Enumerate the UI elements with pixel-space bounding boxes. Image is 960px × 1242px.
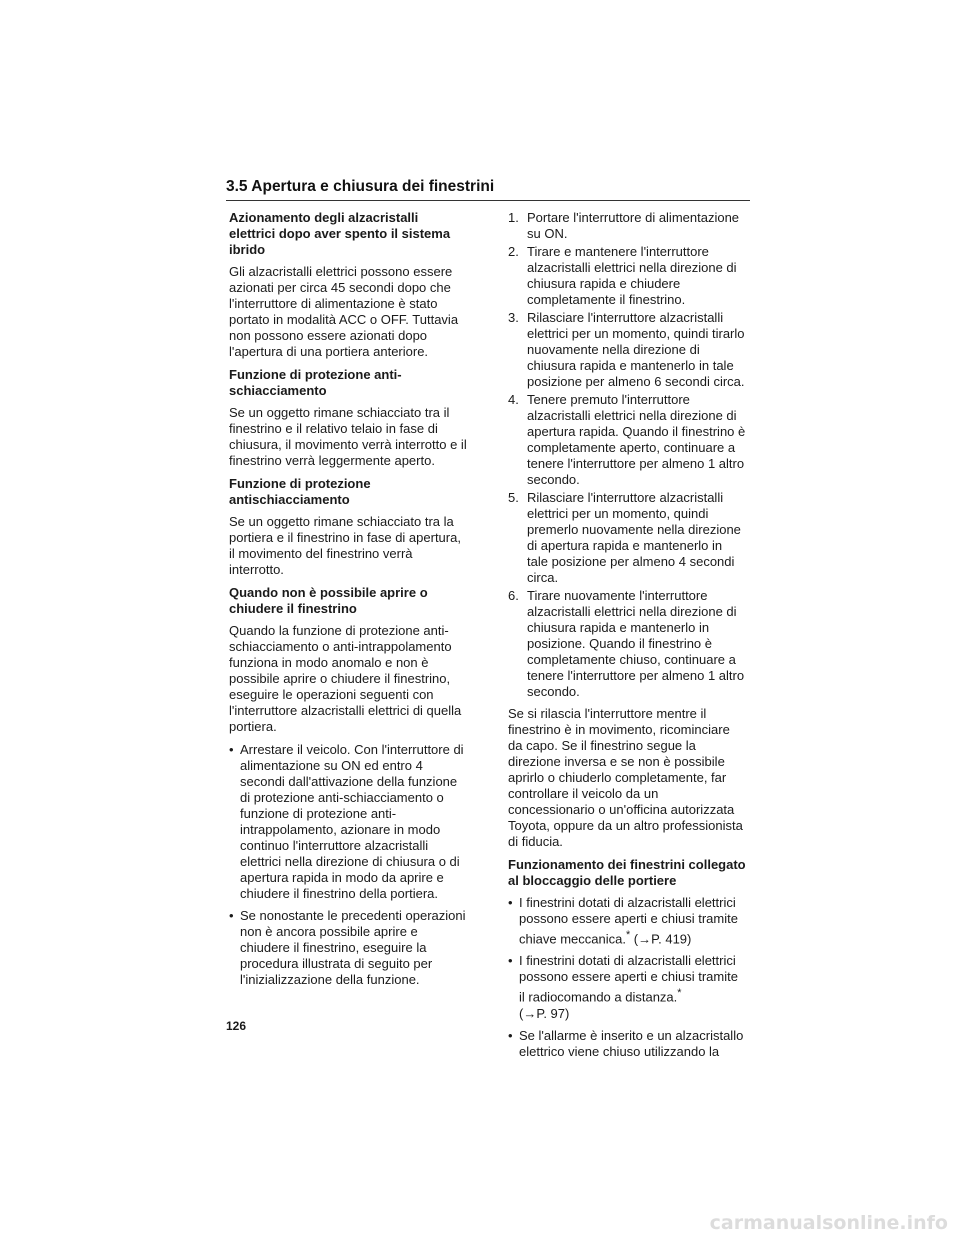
step-text: Tenere premuto l'interruttore alzacristalli elettrici nella direzione di apertura rapida. Quando il finestrino è completamente aperto, continuare a tenere l'interruttore per almeno 1 altro secondo.	[527, 392, 746, 487]
watermark: carmanualsonline.info	[709, 1212, 948, 1234]
heading-cannot-open-close: Quando non è possibile aprire o chiudere il finestrino	[229, 585, 428, 616]
step-number: 6.	[508, 588, 519, 603]
step-number: 1.	[508, 210, 519, 225]
paragraph-anti-trap: Se un oggetto rimane schiacciato tra la portiera e il finestrino in fase di apertura, il movimento del finestrino verrà interrotto.	[229, 514, 461, 577]
step-item	[508, 392, 746, 488]
section-title: 3.5 Apertura e chiusura dei finestrini	[226, 178, 750, 201]
list-item: • Se nonostante le precedenti operazioni non è ancora possibile aprire e chiudere il finestrino, eseguire la procedura illustrata di seguito per l'inizializzazione della funzione.	[229, 908, 467, 988]
step-item	[508, 490, 746, 586]
paragraph-cannot-open-close: Quando la funzione di protezione anti-schiacciamento o anti-intrappolamento funziona in modo anomalo e non è possibile aprire o chiudere il finestrino, eseguire le operazioni seguenti con l'interruttore alzacristalli elettrici di quella portiera.	[229, 623, 462, 734]
paragraph-power-window-after-off: Gli alzacristalli elettrici possono essere azionati per circa 45 secondi dopo che l'interruttore di alimentazione è stato portato in modalità ACC o OFF. Tuttavia non possono essere azionati dopo l'apertura di una portiera anteriore.	[229, 264, 459, 359]
step-item	[508, 210, 746, 242]
step-text: Tirare nuovamente l'interruttore alzacristalli elettrici nella direzione di chiusura rapida e mantenerlo in posizione. Quando il finestrino è completamente chiuso, continuare a tenere l'interruttore per almeno 1 altro secondo.	[527, 588, 745, 699]
step-number: 3.	[508, 310, 519, 325]
left-column	[229, 210, 467, 994]
step-text: Portare l'interruttore di alimentazione su ON.	[527, 210, 740, 241]
step-item	[508, 588, 746, 700]
initialization-steps	[508, 210, 746, 700]
list-item	[508, 953, 746, 1021]
right-column	[508, 210, 746, 1066]
step-number: 4.	[508, 392, 519, 407]
paragraph-restart-note: Se si rilascia l'interruttore mentre il finestrino è in movimento, ricominciare da capo. Se il finestrino segue la direzione inversa e se non è possibile aprirlo o chiuderlo completamente, far controllare il veicolo da un concessionario o un'officina autorizzata Toyota, oppure da un altro professionista di fiducia.	[508, 706, 743, 849]
paragraph-anti-pinch: Se un oggetto rimane schiacciato tra il finestrino e il relativo telaio in fase di chiusura, il movimento verrà interrotto e il finestrino verrà leggermente aperto.	[229, 405, 467, 468]
footnote-asterisk: *	[625, 929, 631, 941]
footnote-asterisk: *	[677, 987, 682, 1000]
bullet-list-recovery	[229, 742, 467, 988]
list-item: • Arrestare il veicolo. Con l'interruttore di alimentazione su ON ed entro 4 secondi dall'attivazione della funzione di protezione anti-schiacciamento o funzione di protezione anti-intrappolamento, azionare in modo continuo l'interruttore alzacristalli elettrici nella direzione di chiusura o di apertura rapida in modo da aprire e chiudere il finestrino della portiera.	[229, 742, 467, 902]
heading-door-lock-linked: Funzionamento dei finestrini collegato al bloccaggio delle portiere	[508, 857, 746, 888]
heading-anti-pinch: Funzione di protezione anti-schiacciamento	[229, 367, 402, 398]
bullet-text: I finestrini dotati di alzacristalli elettrici possono essere aperti e chiusi tramite il radiocomando a distanza.	[519, 953, 738, 1005]
step-text: Tirare e mantenere l'interruttore alzacristalli elettrici nella direzione di chiusura rapida e chiudere completamente il finestrino.	[527, 244, 737, 307]
step-text: Rilasciare l'interruttore alzacristalli elettrici per un momento, quindi tirarlo nuovamente nella direzione di chiusura rapida e mantenerlo in tale posizione per almeno 6 secondi circa.	[527, 310, 745, 389]
step-item	[508, 244, 746, 308]
page-reference-link[interactable]: (→P. 419)	[633, 931, 692, 947]
page-reference-link[interactable]: (→P. 97)	[519, 1005, 570, 1021]
list-item	[508, 895, 746, 947]
page-number: 126	[226, 1019, 247, 1033]
step-item	[508, 310, 746, 390]
bullet-list-door-lock	[508, 895, 746, 1060]
step-number: 2.	[508, 244, 519, 259]
heading-anti-trap: Funzione di protezione antischiacciamento	[229, 476, 371, 507]
bullet-text: I finestrini dotati di alzacristalli elettrici possono essere aperti e chiusi tramite chiave meccanica.	[519, 895, 738, 947]
step-text: Rilasciare l'interruttore alzacristalli elettrici per un momento, quindi premerlo nuovamente nella direzione di apertura rapida e mantenerlo in tale posizione per almeno 4 secondi circa.	[527, 490, 741, 585]
step-number: 5.	[508, 490, 519, 505]
bullet-text: Se l'allarme è inserito e un alzacristallo elettrico viene chiuso utilizzando la	[519, 1027, 744, 1059]
list-item	[508, 1028, 746, 1060]
heading-power-window-after-off: Azionamento degli alzacristalli elettrici dopo aver spento il sistema ibrido	[229, 210, 451, 257]
